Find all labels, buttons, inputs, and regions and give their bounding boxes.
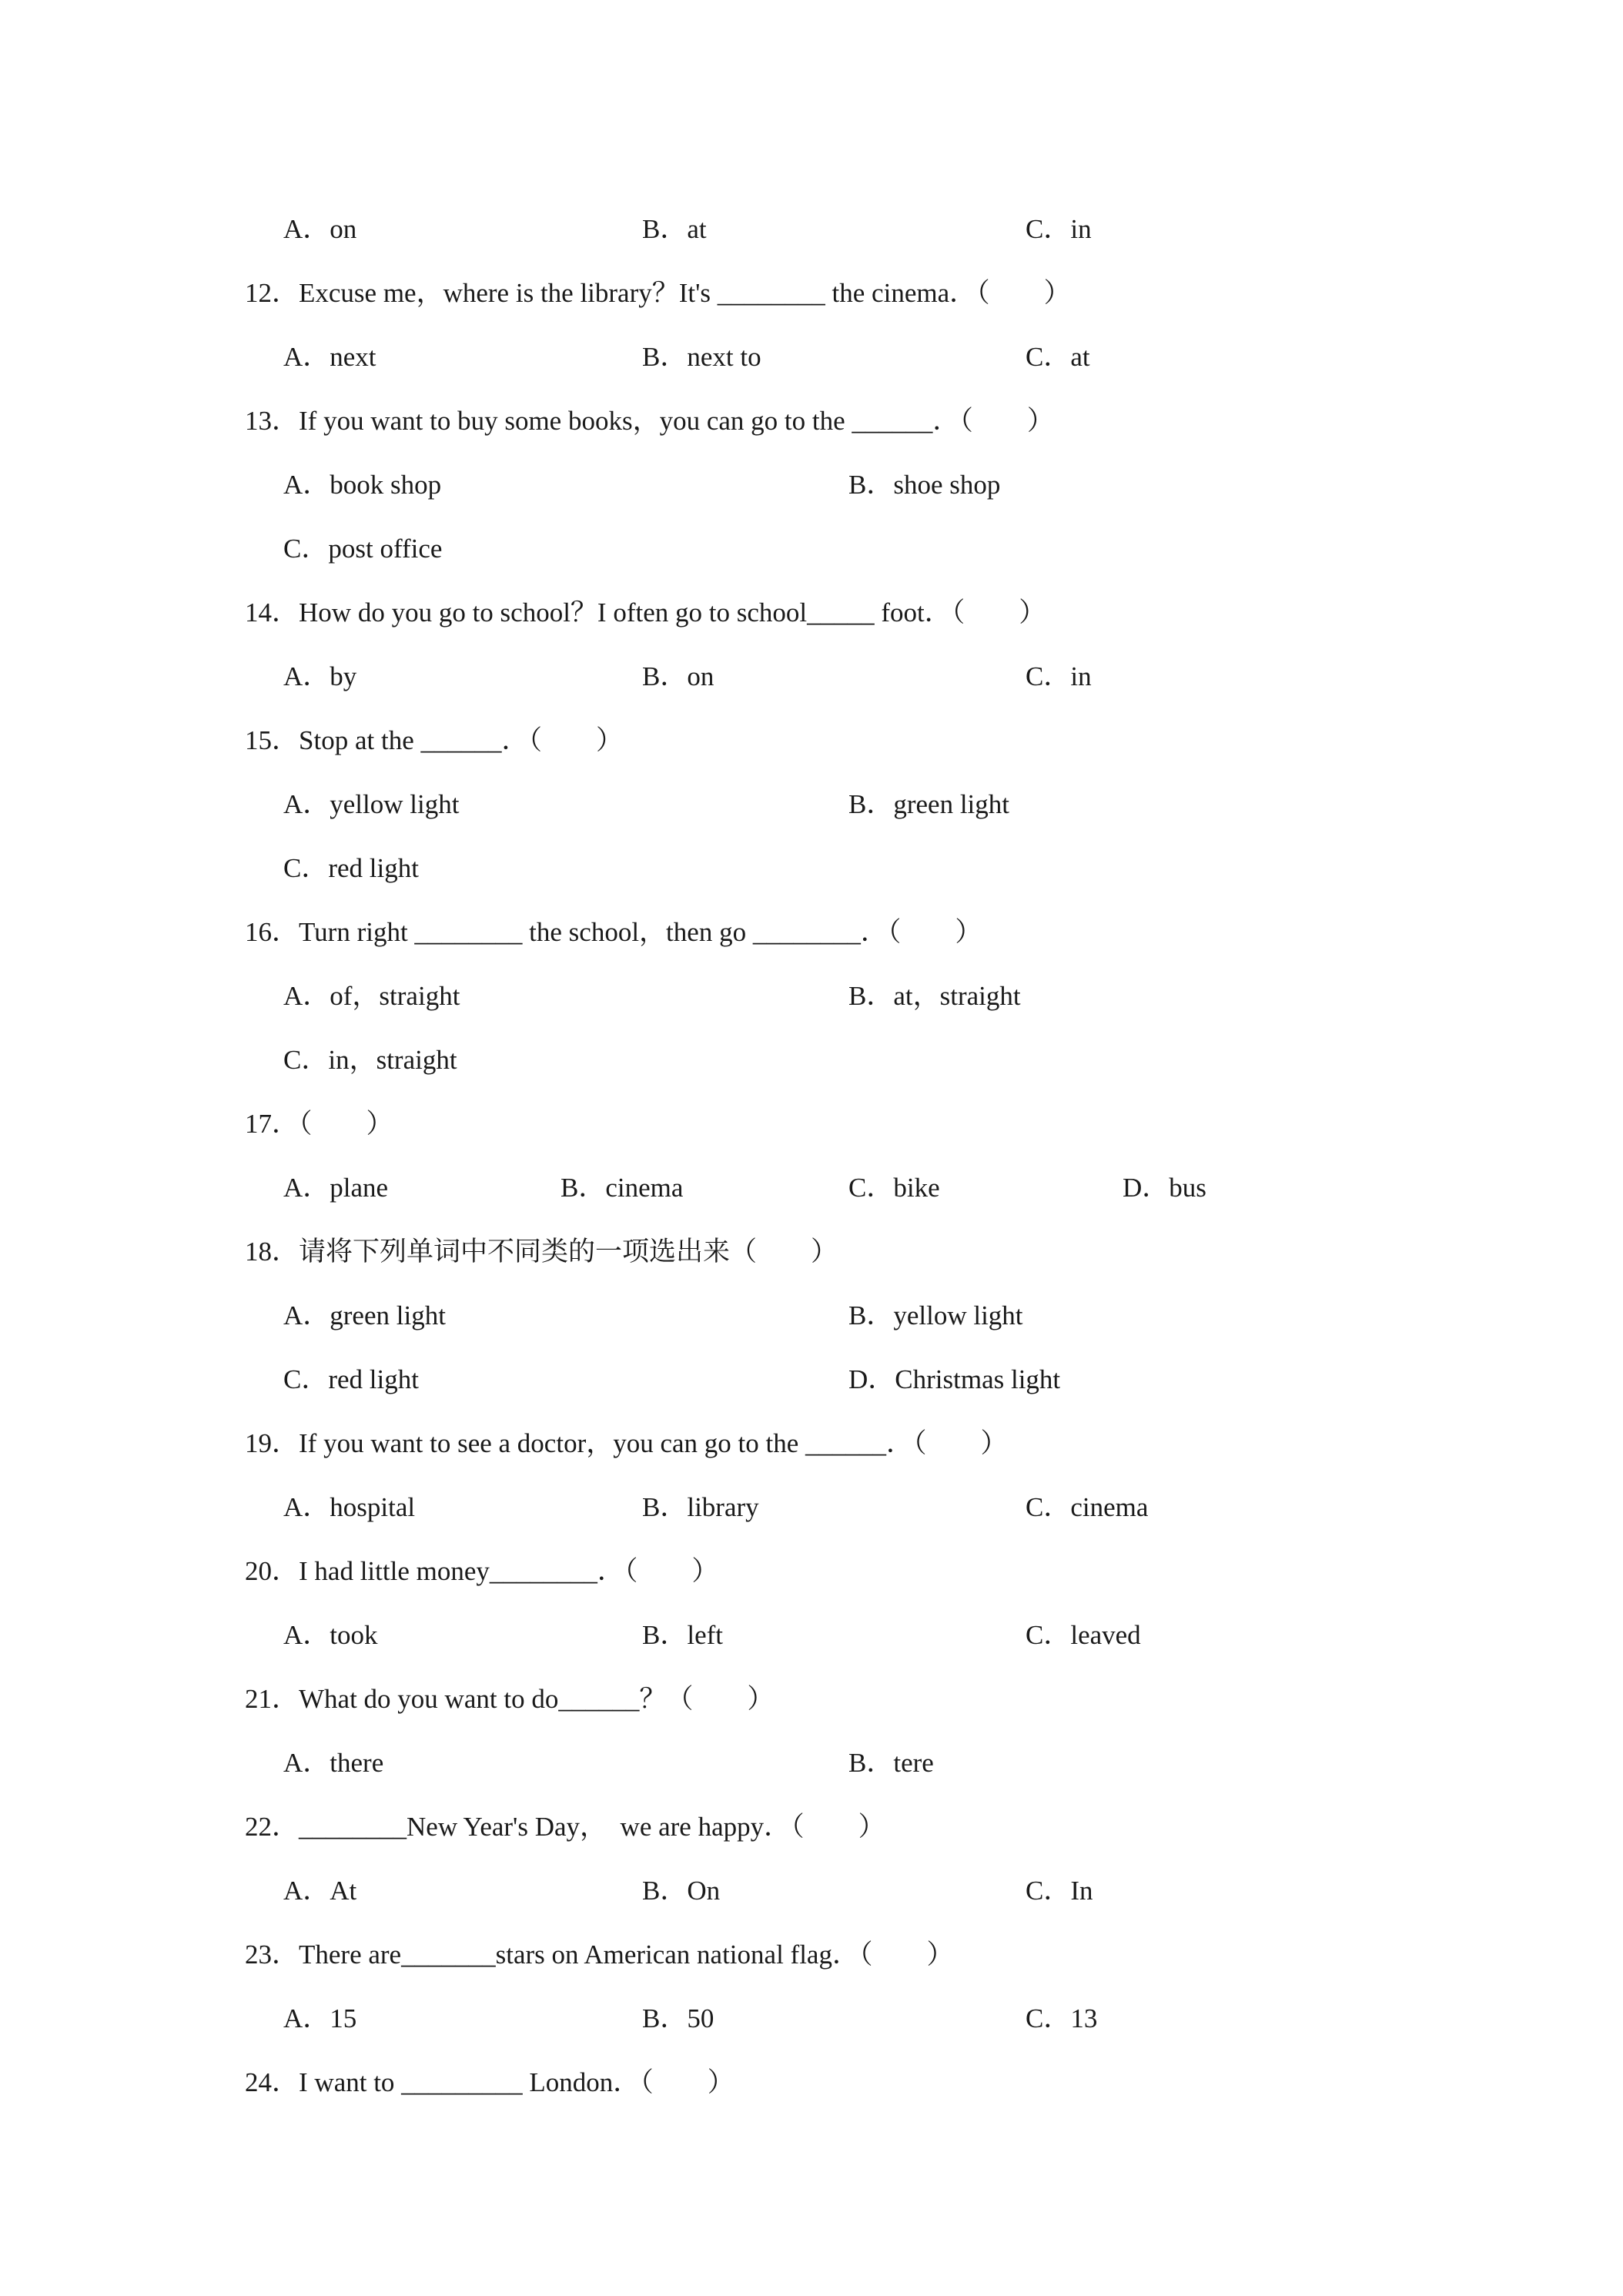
question-21 — [0, 1676, 1623, 1722]
question-number: 21． — [245, 1684, 300, 1714]
question-stem: （ ） — [299, 1109, 393, 1139]
question-text — [245, 1101, 393, 1147]
option-b: B．left — [642, 1620, 723, 1650]
question-number: 20． — [245, 1556, 300, 1586]
question-stem: There are_______stars on American national flag．（ ） — [299, 1940, 954, 1970]
option-b: B．at — [642, 214, 707, 244]
question-number: 15． — [245, 725, 300, 755]
question-stem: How do you go to school？I often go to school_____ foot．（ ） — [299, 597, 1046, 628]
question-number: 16． — [245, 917, 300, 947]
option-c: C．post office — [283, 534, 443, 564]
option-a: A．took — [283, 1620, 378, 1650]
question-22 — [0, 1804, 1623, 1850]
options-row-q22 — [0, 1868, 1623, 1914]
option-b: B．next to — [642, 342, 761, 372]
option-d: D．Christmas light — [848, 1364, 1061, 1394]
option-b: B．tere — [848, 1748, 934, 1778]
question-text — [245, 270, 1071, 316]
option-c: C．in — [1026, 214, 1092, 244]
option-b: B．50 — [642, 2003, 714, 2033]
question-15 — [0, 718, 1623, 764]
options-row-q15-b — [0, 845, 1623, 892]
question-stem: 请将下列单词中不同类的一项选出来（ ） — [299, 1237, 838, 1267]
option-a: A．yellow light — [283, 789, 460, 819]
option-a: A．At — [283, 1876, 357, 1906]
option-a: A．by — [283, 661, 357, 691]
options-row-q16-a — [0, 973, 1623, 1019]
options-row-q13-b — [0, 526, 1623, 572]
question-number: 19． — [245, 1428, 300, 1458]
question-number: 17． — [245, 1109, 300, 1139]
question-number: 14． — [245, 597, 300, 628]
question-text — [245, 2060, 735, 2106]
question-20 — [0, 1548, 1623, 1595]
option-c: C．red light — [283, 1364, 419, 1394]
option-c: C．13 — [1026, 2003, 1098, 2033]
question-stem: Turn right ________ the school，then go ________．（ ） — [299, 917, 982, 947]
option-a: A．hospital — [283, 1492, 416, 1522]
question-stem: Excuse me，where is the library？It's ________ the cinema．（ ） — [299, 278, 1071, 308]
question-text — [245, 590, 1046, 636]
options-row-q11 — [0, 206, 1623, 253]
question-text — [245, 1804, 885, 1850]
option-a: A．15 — [283, 2003, 357, 2033]
options-row-q18-a — [0, 1293, 1623, 1339]
question-stem: ________New Year's Day， we are happy．（ ） — [299, 1812, 885, 1842]
question-19 — [0, 1421, 1623, 1467]
question-stem: I want to _________ London．（ ） — [299, 2067, 735, 2097]
options-row-q16-b — [0, 1037, 1623, 1083]
option-b: B．yellow light — [848, 1300, 1023, 1330]
question-number: 24． — [245, 2067, 300, 2097]
option-a: A．plane — [283, 1173, 389, 1203]
question-23 — [0, 1932, 1623, 1978]
option-c: C．at — [1026, 342, 1090, 372]
option-c: C．in — [1026, 661, 1092, 691]
options-row-q13-a — [0, 462, 1623, 508]
option-c: C．cinema — [1026, 1492, 1149, 1522]
question-text — [245, 1229, 838, 1275]
option-a: A．book shop — [283, 470, 442, 500]
option-c: C．bike — [848, 1173, 940, 1203]
options-row-q18-b — [0, 1357, 1623, 1403]
options-row-q23 — [0, 1996, 1623, 2042]
options-row-q20 — [0, 1612, 1623, 1658]
option-b: B．shoe shop — [848, 470, 1001, 500]
question-number: 18． — [245, 1237, 300, 1267]
option-a: A．on — [283, 214, 357, 244]
question-number: 13． — [245, 406, 300, 436]
question-17 — [0, 1101, 1623, 1147]
options-row-q17 — [0, 1165, 1623, 1211]
question-number: 22． — [245, 1812, 300, 1842]
option-b: B．on — [642, 661, 714, 691]
question-16 — [0, 909, 1623, 956]
question-text — [245, 909, 982, 956]
question-stem: If you want to see a doctor，you can go to the ______．（ ） — [299, 1428, 1008, 1458]
question-text — [245, 718, 623, 764]
question-24 — [0, 2060, 1623, 2106]
question-stem: I had little money________．（ ） — [299, 1556, 719, 1586]
option-d: D．bus — [1123, 1173, 1206, 1203]
options-row-q15-a — [0, 782, 1623, 828]
question-text — [245, 1421, 1008, 1467]
option-a: A．next — [283, 342, 376, 372]
question-number: 12． — [245, 278, 300, 308]
options-row-q19 — [0, 1484, 1623, 1531]
option-b: B．green light — [848, 789, 1009, 819]
option-a: A．green light — [283, 1300, 446, 1330]
question-text — [245, 1548, 718, 1595]
options-row-q21 — [0, 1740, 1623, 1786]
option-c: C．In — [1026, 1876, 1093, 1906]
question-13 — [0, 398, 1623, 444]
option-b: B．cinema — [561, 1173, 684, 1203]
question-12 — [0, 270, 1623, 316]
question-stem: Stop at the ______．（ ） — [299, 725, 623, 755]
option-b: B．at，straight — [848, 981, 1021, 1011]
question-stem: What do you want to do______？（ ） — [299, 1684, 775, 1714]
option-c: C．red light — [283, 853, 419, 883]
option-a: A．there — [283, 1748, 384, 1778]
question-stem: If you want to buy some books，you can go to the ______．（ ） — [299, 406, 1054, 436]
options-row-q14 — [0, 654, 1623, 700]
option-a: A．of，straight — [283, 981, 460, 1011]
question-14 — [0, 590, 1623, 636]
question-text — [245, 1676, 774, 1722]
option-c: C．in，straight — [283, 1045, 457, 1075]
question-text — [245, 1932, 953, 1978]
question-18 — [0, 1229, 1623, 1275]
option-c: C．leaved — [1026, 1620, 1141, 1650]
option-b: B．library — [642, 1492, 759, 1522]
option-b: B．On — [642, 1876, 721, 1906]
options-row-q12 — [0, 334, 1623, 380]
question-text — [245, 398, 1054, 444]
question-number: 23． — [245, 1940, 300, 1970]
